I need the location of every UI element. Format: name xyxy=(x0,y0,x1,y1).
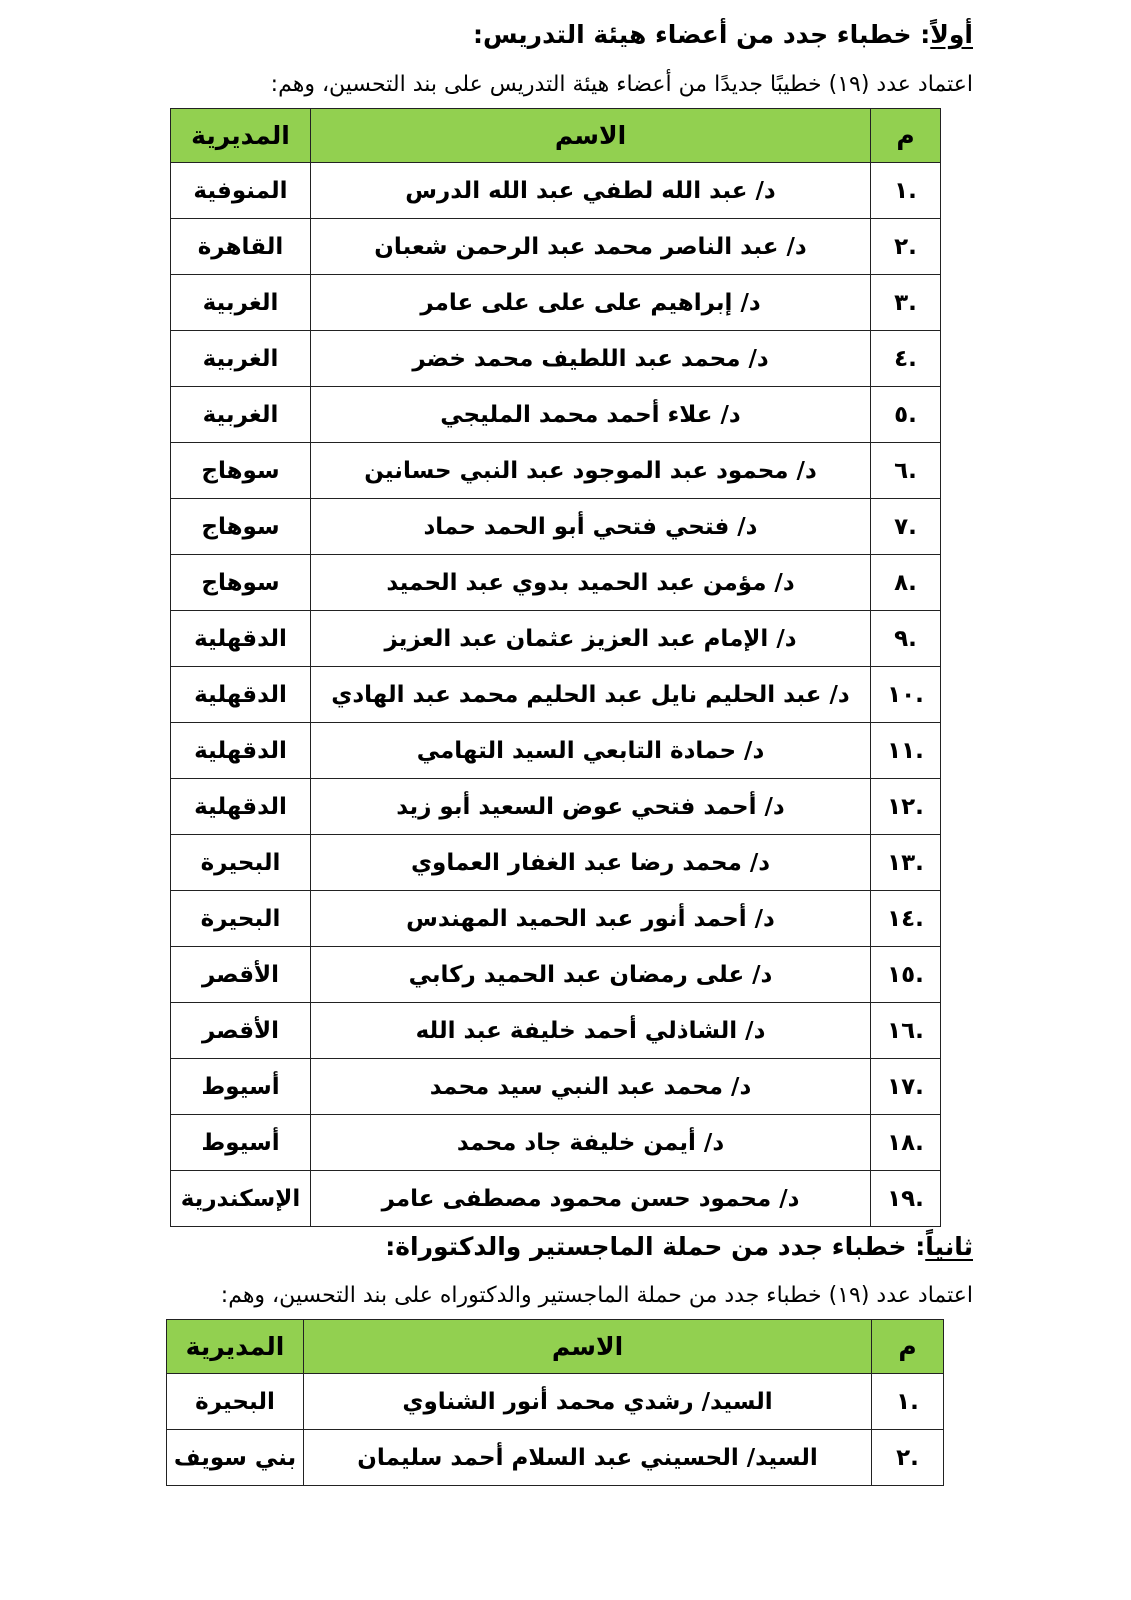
section2-heading xyxy=(385,1232,973,1261)
table-row xyxy=(171,1059,941,1115)
row-region: الدقهلية xyxy=(171,667,311,723)
column-header-region: المديرية xyxy=(167,1320,304,1374)
row-number: .١١ xyxy=(871,723,941,779)
row-number: .٧ xyxy=(871,499,941,555)
section1-heading-lead: أولاً xyxy=(930,20,973,49)
row-number: .١٣ xyxy=(871,835,941,891)
section1-heading-rest: : خطباء جدد من أعضاء هيئة التدريس: xyxy=(472,20,931,49)
row-number: .٤ xyxy=(871,331,941,387)
row-region: البحيرة xyxy=(167,1374,304,1430)
row-region: الغربية xyxy=(171,331,311,387)
row-number: .٣ xyxy=(871,275,941,331)
row-number: .١٩ xyxy=(871,1171,941,1227)
table-row xyxy=(171,331,941,387)
row-region: سوهاج xyxy=(171,443,311,499)
row-name: د/ الإمام عبد العزيز عثمان عبد العزيز xyxy=(311,611,871,667)
row-region: أسيوط xyxy=(171,1059,311,1115)
row-name: د/ أحمد أنور عبد الحميد المهندس xyxy=(311,891,871,947)
row-number: .١ xyxy=(871,163,941,219)
section2-heading-lead: ثانياً xyxy=(925,1232,973,1261)
row-region: سوهاج xyxy=(171,555,311,611)
row-region: الغربية xyxy=(171,275,311,331)
row-region: أسيوط xyxy=(171,1115,311,1171)
row-name: د/ على رمضان عبد الحميد ركابي xyxy=(311,947,871,1003)
table-row xyxy=(171,1115,941,1171)
row-number: .١٢ xyxy=(871,779,941,835)
column-header-num: م xyxy=(871,109,941,163)
row-name: د/ عبد الله لطفي عبد الله الدرس xyxy=(311,163,871,219)
row-name: د/ حمادة التابعي السيد التهامي xyxy=(311,723,871,779)
row-region: البحيرة xyxy=(171,891,311,947)
row-name: د/ عبد الحليم نايل عبد الحليم محمد عبد الهادي xyxy=(311,667,871,723)
row-number: .٢ xyxy=(872,1430,944,1486)
row-number: .٨ xyxy=(871,555,941,611)
row-region: بني سويف xyxy=(167,1430,304,1486)
row-name: د/ مؤمن عبد الحميد بدوي عبد الحميد xyxy=(311,555,871,611)
row-number: .١٠ xyxy=(871,667,941,723)
row-number: .٥ xyxy=(871,387,941,443)
row-region: القاهرة xyxy=(171,219,311,275)
row-region: الدقهلية xyxy=(171,611,311,667)
row-number: .١٦ xyxy=(871,1003,941,1059)
table-row xyxy=(171,891,941,947)
row-name: د/ محمد عبد اللطيف محمد خضر xyxy=(311,331,871,387)
table-row xyxy=(171,219,941,275)
table-header-row xyxy=(167,1320,944,1374)
table-row xyxy=(171,163,941,219)
column-header-region: المديرية xyxy=(171,109,311,163)
row-name: د/ محمد رضا عبد الغفار العماوي xyxy=(311,835,871,891)
row-name: د/ محمد عبد النبي سيد محمد xyxy=(311,1059,871,1115)
table-row xyxy=(171,443,941,499)
row-name: د/ الشاذلي أحمد خليفة عبد الله xyxy=(311,1003,871,1059)
row-number: .١ xyxy=(872,1374,944,1430)
table-row xyxy=(171,555,941,611)
table-row xyxy=(171,1003,941,1059)
table-row xyxy=(171,723,941,779)
row-name: السيد/ الحسيني عبد السلام أحمد سليمان xyxy=(304,1430,872,1486)
table-row xyxy=(167,1430,944,1486)
table-row xyxy=(171,275,941,331)
row-name: السيد/ رشدي محمد أنور الشناوي xyxy=(304,1374,872,1430)
row-name: د/ عبد الناصر محمد عبد الرحمن شعبان xyxy=(311,219,871,275)
column-header-name: الاسم xyxy=(311,109,871,163)
row-region: الغربية xyxy=(171,387,311,443)
table-row xyxy=(171,779,941,835)
row-name: د/ فتحي فتحي أبو الحمد حماد xyxy=(311,499,871,555)
table-row xyxy=(171,611,941,667)
row-number: .١٥ xyxy=(871,947,941,1003)
section2-heading-rest: : خطباء جدد من حملة الماجستير والدكتوراة: xyxy=(385,1232,926,1261)
row-region: الأقصر xyxy=(171,947,311,1003)
row-name: د/ محمود عبد الموجود عبد النبي حسانين xyxy=(311,443,871,499)
row-region: الإسكندرية xyxy=(171,1171,311,1227)
table-row xyxy=(171,387,941,443)
table-row xyxy=(171,667,941,723)
column-header-num: م xyxy=(872,1320,944,1374)
row-region: الدقهلية xyxy=(171,779,311,835)
row-number: .٦ xyxy=(871,443,941,499)
section1-table xyxy=(170,108,941,1227)
table-row xyxy=(167,1374,944,1430)
row-name: د/ أحمد فتحي عوض السعيد أبو زيد xyxy=(311,779,871,835)
row-region: البحيرة xyxy=(171,835,311,891)
row-name: د/ إبراهيم على على على عامر xyxy=(311,275,871,331)
section2-table xyxy=(166,1319,944,1486)
row-number: .١٧ xyxy=(871,1059,941,1115)
table-row xyxy=(171,835,941,891)
row-region: سوهاج xyxy=(171,499,311,555)
row-name: د/ أيمن خليفة جاد محمد xyxy=(311,1115,871,1171)
row-number: .٩ xyxy=(871,611,941,667)
row-region: الدقهلية xyxy=(171,723,311,779)
row-name: د/ علاء أحمد محمد المليجي xyxy=(311,387,871,443)
table-header-row xyxy=(171,109,941,163)
table-row xyxy=(171,947,941,1003)
section1-heading xyxy=(473,20,973,49)
table-row xyxy=(171,1171,941,1227)
row-name: د/ محمود حسن محمود مصطفى عامر xyxy=(311,1171,871,1227)
section2-intro: اعتماد عدد (١٩) خطباء جدد من حملة الماجستير والدكتوراه على بند التحسين، وهم: xyxy=(220,1283,973,1308)
column-header-name: الاسم xyxy=(304,1320,872,1374)
row-region: الأقصر xyxy=(171,1003,311,1059)
row-region: المنوفية xyxy=(171,163,311,219)
row-number: .١٤ xyxy=(871,891,941,947)
table-row xyxy=(171,499,941,555)
row-number: .١٨ xyxy=(871,1115,941,1171)
row-number: .٢ xyxy=(871,219,941,275)
section1-intro: اعتماد عدد (١٩) خطيبًا جديدًا من أعضاء هيئة التدريس على بند التحسين، وهم: xyxy=(270,72,973,97)
